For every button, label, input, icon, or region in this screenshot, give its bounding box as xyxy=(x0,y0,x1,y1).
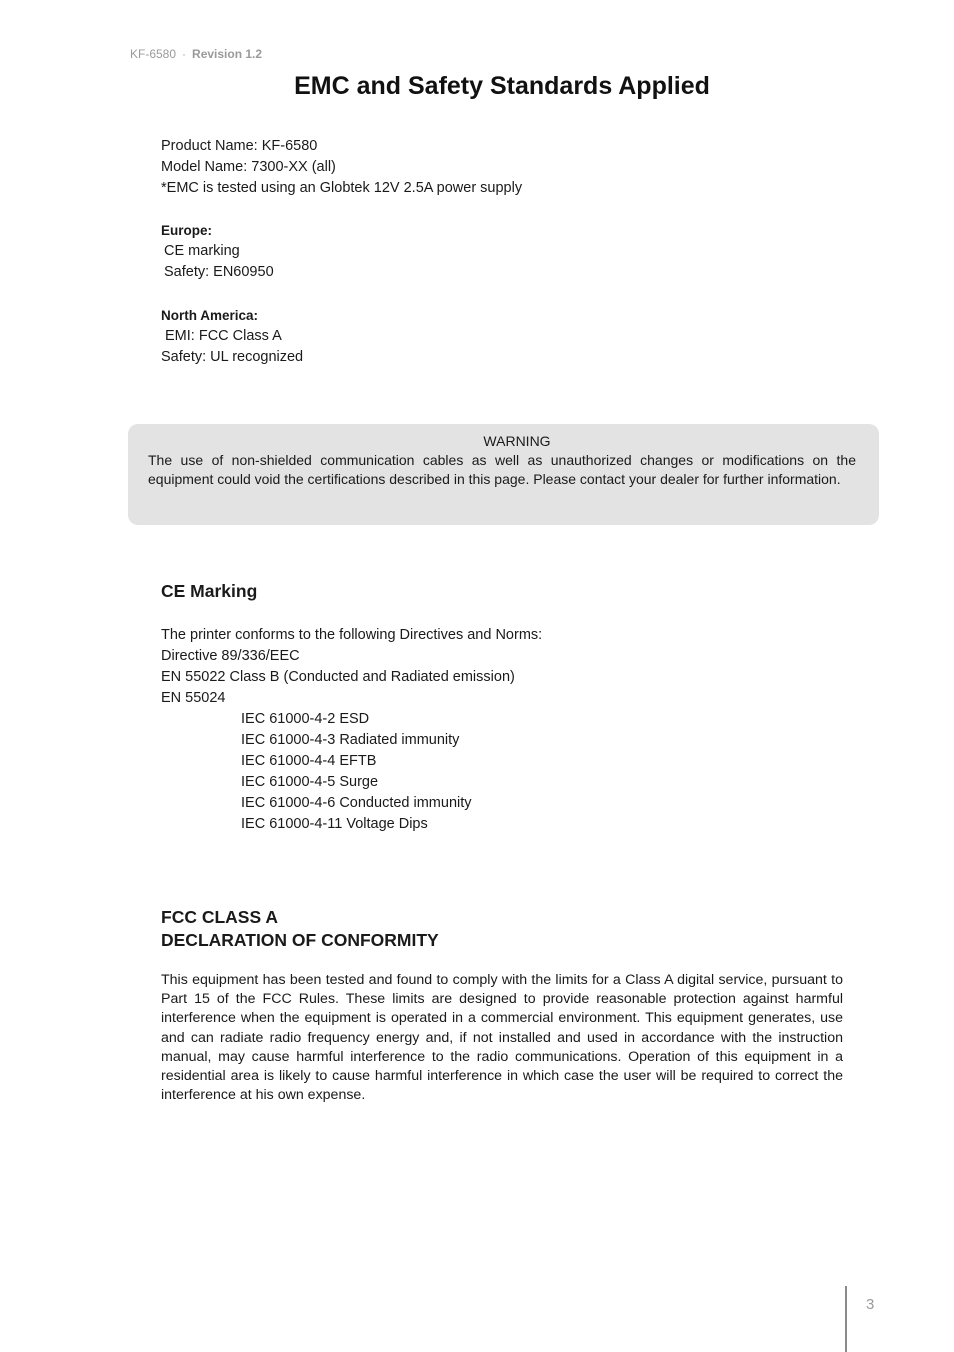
warning-text: The use of non-shielded communication cables as well as unauthorized changes or modifications on the equipment could void the certifications described in this page. Please contact your dealer for further information. xyxy=(148,452,856,487)
header-separator: · xyxy=(182,47,187,61)
europe-item: CE marking xyxy=(164,243,240,259)
fcc-heading-line1: FCC CLASS A xyxy=(161,907,278,927)
north-america-item: EMI: FCC Class A xyxy=(165,328,282,344)
north-america-section xyxy=(161,305,303,368)
ce-sub-item: IEC 61000-4-5 Surge xyxy=(241,774,379,790)
north-america-item: Safety: UL recognized xyxy=(161,349,304,365)
ce-marking-list xyxy=(161,625,542,835)
ce-sub-item: IEC 61000-4-2 ESD xyxy=(241,711,370,727)
page-number: 3 xyxy=(866,1296,875,1313)
page-number-divider xyxy=(845,1286,847,1352)
north-america-heading: North America: xyxy=(161,308,259,323)
fcc-paragraph: This equipment has been tested and found to comply with the limits for a Class A digital service, pursuant to Part 15 of the FCC Rules. These limits are designed to provide reasonable protection against harmful interference when the equipment is operated in a commercial environment. This equipment generates, use and can radiate radio frequency energy and, if not installed and used in accordance with the instruction manual, may cause harmful interference to the radio communications. Operation of this equipment in a residential area is likely to cause harmful interference in which case the user will be required to correct the interference at his own expense. xyxy=(161,972,843,1104)
model-name: Model Name: 7300-XX (all) xyxy=(161,159,336,175)
europe-item: Safety: EN60950 xyxy=(164,264,274,280)
emc-note: *EMC is tested using an Globtek 12V 2.5A power supply xyxy=(161,180,523,196)
europe-heading: Europe: xyxy=(161,223,213,238)
ce-sub-item: IEC 61000-4-4 EFTB xyxy=(241,753,377,769)
page-title: EMC and Safety Standards Applied xyxy=(294,72,710,100)
page-header xyxy=(130,47,262,61)
ce-sub-item: IEC 61000-4-6 Conducted immunity xyxy=(241,795,472,811)
ce-intro: The printer conforms to the following Directives and Norms: xyxy=(161,627,543,643)
ce-line: EN 55022 Class B (Conducted and Radiated emission) xyxy=(161,669,515,685)
ce-line: EN 55024 xyxy=(161,690,226,706)
fcc-heading xyxy=(161,906,439,952)
europe-section xyxy=(161,220,274,283)
ce-sub-item: IEC 61000-4-11 Voltage Dips xyxy=(241,816,428,832)
doc-id: KF-6580 xyxy=(130,47,177,61)
warning-box xyxy=(128,424,879,525)
ce-line: Directive 89/336/EEC xyxy=(161,648,300,664)
ce-marking-heading: CE Marking xyxy=(161,581,258,601)
product-name: Product Name: KF-6580 xyxy=(161,138,318,154)
revision-label: Revision 1.2 xyxy=(192,47,263,61)
product-info xyxy=(161,136,522,199)
warning-title: WARNING xyxy=(483,433,551,449)
ce-sub-item: IEC 61000-4-3 Radiated immunity xyxy=(241,732,460,748)
fcc-heading-line2: DECLARATION OF CONFORMITY xyxy=(161,930,439,950)
